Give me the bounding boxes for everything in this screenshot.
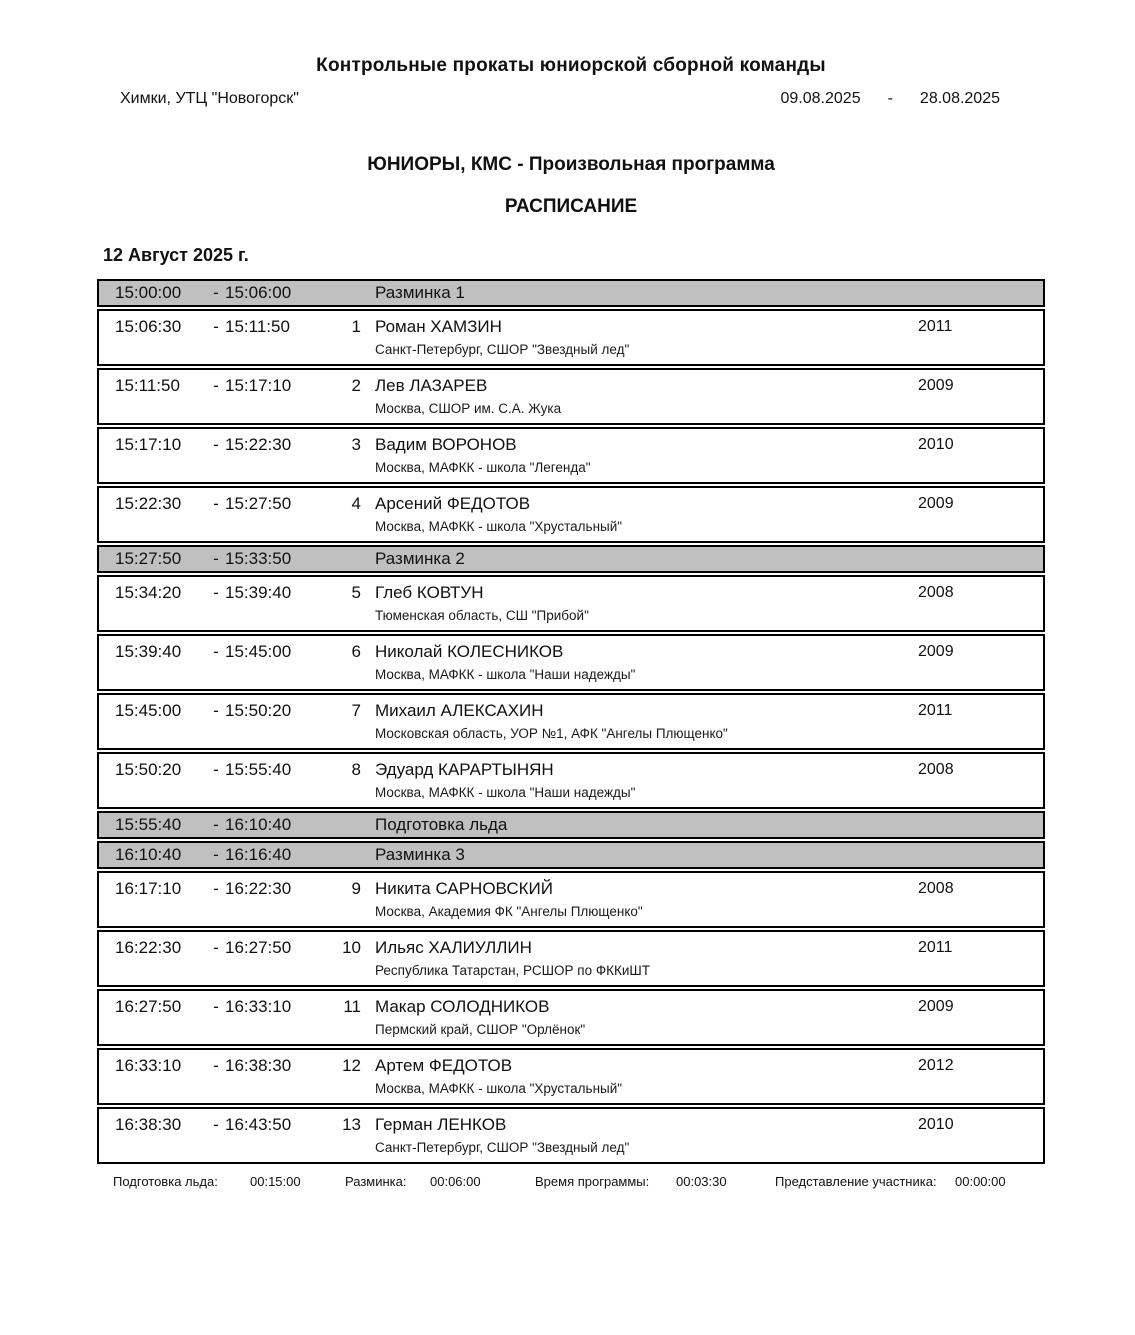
athlete-name: Вадим ВОРОНОВ <box>375 435 517 454</box>
skate-end-time: 16:38:30 <box>225 1056 292 1075</box>
day-heading: 12 Август 2025 г. <box>103 245 249 265</box>
time-range-dash: - <box>213 376 219 395</box>
break-start-time: 16:10:40 <box>115 845 182 864</box>
athlete-row <box>97 309 1045 366</box>
time-range-dash: - <box>213 1056 219 1075</box>
time-range-dash: - <box>213 701 219 720</box>
athlete-birth-year: 2008 <box>918 761 954 778</box>
break-end-time: 16:10:40 <box>225 815 292 834</box>
time-range-dash: - <box>213 760 219 779</box>
athlete-name: Никита САРНОВСКИЙ <box>375 879 553 898</box>
athlete-birth-year: 2010 <box>918 1116 954 1133</box>
athlete-birth-year: 2009 <box>918 377 954 394</box>
skate-end-time: 15:17:10 <box>225 376 292 395</box>
athlete-name: Эдуард КАРАРТЫНЯН <box>375 760 554 779</box>
break-label: Разминка 3 <box>375 845 465 864</box>
athlete-row <box>97 1107 1045 1164</box>
skate-start-time: 15:39:40 <box>115 642 182 661</box>
schedule-document-page <box>0 55 1135 1335</box>
athlete-birth-year: 2009 <box>918 495 954 512</box>
athlete-row <box>97 634 1045 691</box>
break-label: Разминка 2 <box>375 549 465 568</box>
skate-start-time: 15:22:30 <box>115 494 182 513</box>
athlete-birth-year: 2011 <box>918 939 953 956</box>
athlete-row <box>97 575 1045 632</box>
date-to: 28.08.2025 <box>919 90 1000 107</box>
break-end-time: 16:16:40 <box>225 845 292 864</box>
document-content <box>97 55 1045 1189</box>
athlete-name: Арсений ФЕДОТОВ <box>375 494 531 513</box>
athlete-region-club: Москва, МАФКК - школа "Наши надежды" <box>375 667 636 682</box>
athlete-birth-year: 2009 <box>918 998 954 1015</box>
start-number: 2 <box>351 376 361 395</box>
time-range-dash: - <box>213 879 219 898</box>
event-date-range <box>781 90 1000 108</box>
start-number: 12 <box>342 1056 361 1075</box>
time-range-dash: - <box>213 938 219 957</box>
start-number: 13 <box>342 1115 361 1134</box>
warmup-value: 00:06:00 <box>430 1174 481 1189</box>
athlete-region-club: Москва, МАФКК - школа "Легенда" <box>375 460 591 475</box>
date-from: 09.08.2025 <box>780 90 861 107</box>
athlete-region-club: Москва, МАФКК - школа "Хрустальный" <box>375 1081 623 1096</box>
skate-end-time: 15:55:40 <box>225 760 292 779</box>
athlete-birth-year: 2012 <box>918 1057 954 1074</box>
start-number: 1 <box>351 317 361 336</box>
athlete-region-club: Тюменская область, СШ "Прибой" <box>375 608 589 623</box>
athlete-name: Глеб КОВТУН <box>375 583 484 602</box>
athlete-row <box>97 930 1045 987</box>
break-row <box>97 279 1045 307</box>
skate-end-time: 15:27:50 <box>225 494 292 513</box>
break-label: Подготовка льда <box>375 815 508 834</box>
time-range-dash: - <box>213 583 219 602</box>
break-start-time: 15:27:50 <box>115 549 182 568</box>
time-range-dash: - <box>213 815 219 834</box>
athlete-name: Макар СОЛОДНИКОВ <box>375 997 550 1016</box>
time-range-dash: - <box>213 435 219 454</box>
athlete-region-club: Санкт-Петербург, СШОР "Звездный лед" <box>375 342 630 357</box>
athlete-region-club: Москва, Академия ФК "Ангелы Плющенко" <box>375 904 643 919</box>
athlete-region-club: Республика Татарстан, РСШОР по ФККиШТ <box>375 963 650 978</box>
athlete-birth-year: 2010 <box>918 436 954 453</box>
time-range-dash: - <box>213 549 219 568</box>
athlete-row <box>97 1048 1045 1105</box>
skate-start-time: 15:50:20 <box>115 760 182 779</box>
document-meta-row <box>97 90 1045 108</box>
ice-resurfacing-label: Подготовка льда: <box>113 1174 218 1189</box>
time-range-dash: - <box>213 317 219 336</box>
start-number: 9 <box>351 879 361 898</box>
time-range-dash: - <box>213 283 219 302</box>
athlete-name: Николай КОЛЕСНИКОВ <box>375 642 564 661</box>
document-title: Контрольные прокаты юниорской сборной команды <box>316 55 826 76</box>
athlete-row <box>97 693 1045 750</box>
program-time-value: 00:03:30 <box>676 1174 727 1189</box>
skate-start-time: 16:27:50 <box>115 997 182 1016</box>
athlete-birth-year: 2011 <box>918 318 953 335</box>
athlete-row <box>97 368 1045 425</box>
athlete-name: Ильяс ХАЛИУЛЛИН <box>375 938 532 957</box>
athlete-region-club: Москва, МАФКК - школа "Хрустальный" <box>375 519 623 534</box>
athlete-region-club: Московская область, УОР №1, АФК "Ангелы Плющенко" <box>375 726 728 741</box>
schedule-table <box>97 279 1045 1164</box>
skate-end-time: 15:22:30 <box>225 435 292 454</box>
time-range-dash: - <box>213 997 219 1016</box>
athlete-birth-year: 2008 <box>918 584 954 601</box>
start-number: 3 <box>351 435 361 454</box>
schedule-heading: РАСПИСАНИЕ <box>504 196 638 217</box>
skate-start-time: 16:33:10 <box>115 1056 182 1075</box>
athlete-region-club: Пермский край, СШОР "Орлёнок" <box>375 1022 586 1037</box>
skate-start-time: 16:22:30 <box>115 938 182 957</box>
program-time-label: Время программы: <box>535 1174 650 1189</box>
start-number: 10 <box>342 938 361 957</box>
break-end-time: 15:06:00 <box>225 283 292 302</box>
skate-start-time: 15:17:10 <box>115 435 182 454</box>
date-range-dash: - <box>887 90 893 107</box>
break-start-time: 15:00:00 <box>115 283 182 302</box>
participant-intro-label: Представление участника: <box>775 1174 937 1189</box>
time-range-dash: - <box>213 1115 219 1134</box>
category-subtitle: ЮНИОРЫ, КМС - Произвольная программа <box>367 154 775 175</box>
athlete-row <box>97 752 1045 809</box>
time-range-dash: - <box>213 494 219 513</box>
skate-end-time: 16:43:50 <box>225 1115 292 1134</box>
start-number: 8 <box>351 760 361 779</box>
athlete-name: Лев ЛАЗАРЕВ <box>375 376 488 395</box>
start-number: 5 <box>351 583 361 602</box>
skate-end-time: 15:39:40 <box>225 583 292 602</box>
timing-parameters-footer <box>97 1174 1045 1189</box>
time-range-dash: - <box>213 845 219 864</box>
athlete-name: Роман ХАМЗИН <box>375 317 502 336</box>
skate-start-time: 15:34:20 <box>115 583 182 602</box>
break-row <box>97 811 1045 839</box>
athlete-row <box>97 427 1045 484</box>
athlete-name: Герман ЛЕНКОВ <box>375 1115 507 1134</box>
skate-end-time: 15:45:00 <box>225 642 292 661</box>
skate-end-time: 16:33:10 <box>225 997 292 1016</box>
break-start-time: 15:55:40 <box>115 815 182 834</box>
warmup-label: Разминка: <box>345 1174 407 1189</box>
break-row <box>97 545 1045 573</box>
athlete-row <box>97 486 1045 543</box>
athlete-name: Михаил АЛЕКСАХИН <box>375 701 544 720</box>
athlete-region-club: Москва, МАФКК - школа "Наши надежды" <box>375 785 636 800</box>
break-end-time: 15:33:50 <box>225 549 292 568</box>
break-label: Разминка 1 <box>375 283 465 302</box>
athlete-region-club: Санкт-Петербург, СШОР "Звездный лед" <box>375 1140 630 1155</box>
skate-start-time: 15:11:50 <box>115 376 180 395</box>
skate-start-time: 15:06:30 <box>115 317 182 336</box>
skate-end-time: 15:50:20 <box>225 701 292 720</box>
skate-end-time: 16:22:30 <box>225 879 292 898</box>
start-number: 4 <box>351 494 361 513</box>
time-range-dash: - <box>213 642 219 661</box>
skate-start-time: 16:17:10 <box>115 879 182 898</box>
start-number: 7 <box>351 701 361 720</box>
ice-resurfacing-value: 00:15:00 <box>250 1174 301 1189</box>
participant-intro-value: 00:00:00 <box>955 1174 1006 1189</box>
break-row <box>97 841 1045 869</box>
athlete-birth-year: 2011 <box>918 702 953 719</box>
skate-end-time: 16:27:50 <box>225 938 292 957</box>
venue-label: Химки, УТЦ "Новогорск" <box>120 90 299 107</box>
skate-start-time: 15:45:00 <box>115 701 182 720</box>
skate-start-time: 16:38:30 <box>115 1115 182 1134</box>
start-number: 6 <box>351 642 361 661</box>
start-number: 11 <box>343 997 361 1016</box>
athlete-name: Артем ФЕДОТОВ <box>375 1056 513 1075</box>
athlete-birth-year: 2009 <box>918 643 954 660</box>
athlete-row <box>97 989 1045 1046</box>
skate-end-time: 15:11:50 <box>225 317 290 336</box>
athlete-row <box>97 871 1045 928</box>
athlete-birth-year: 2008 <box>918 880 954 897</box>
athlete-region-club: Москва, СШОР им. С.А. Жука <box>375 401 562 416</box>
